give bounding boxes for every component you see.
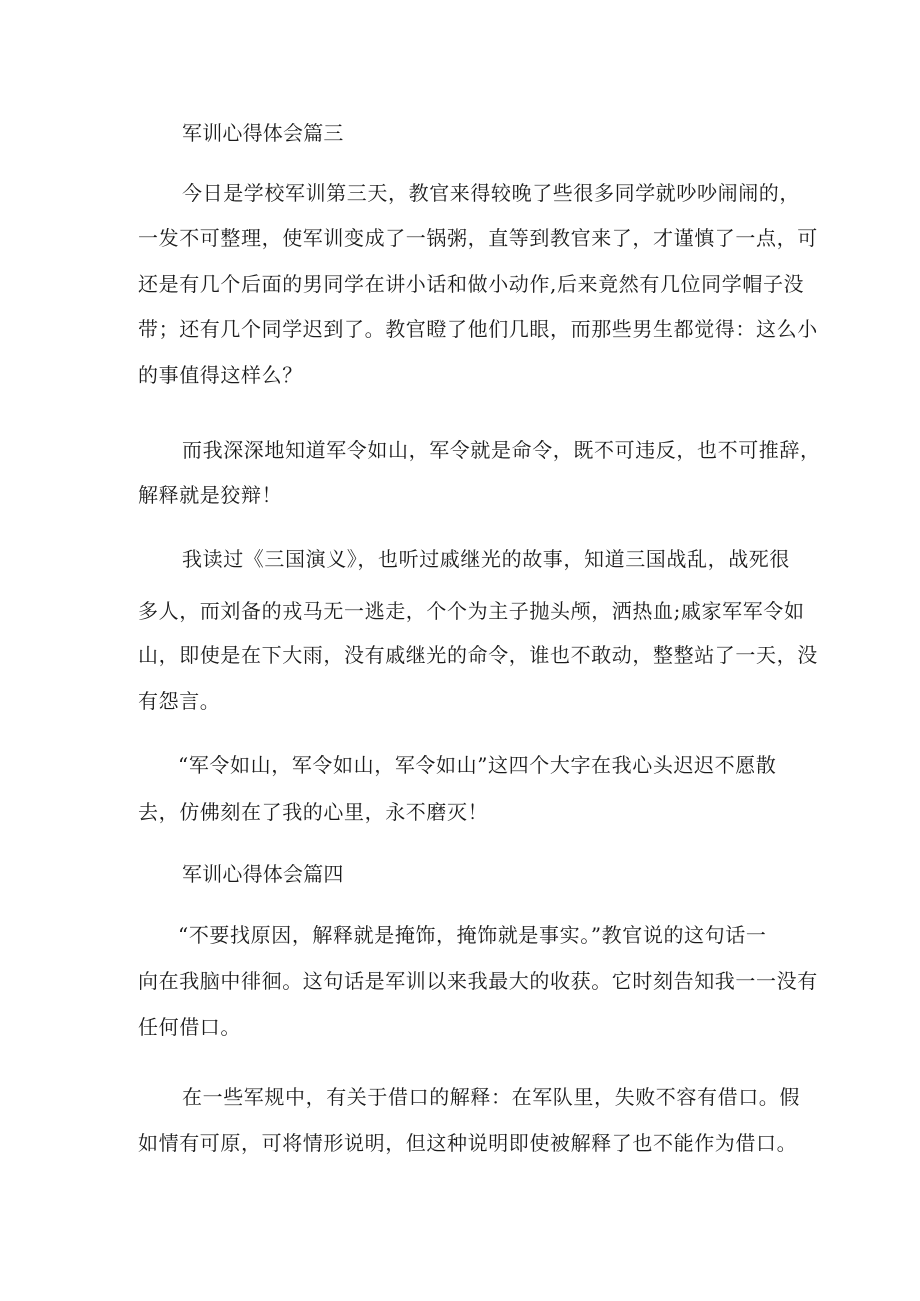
paragraph-line: 还是有几个后面的男同学在讲小话和做小动作,后来竟然有几位同学帽子没 xyxy=(138,272,805,296)
paragraph-line: 的事值得这样么？ xyxy=(138,363,303,387)
paragraph-line: 任何借口。 xyxy=(138,1015,241,1039)
paragraph-line: “不要找原因，解释就是掩饰，掩饰就是事实。”教官说的这句话一 xyxy=(178,923,767,947)
paragraph-line: 在一些军规中，有关于借口的解释：在军队里，失败不容有借口。假 xyxy=(182,1085,800,1109)
paragraph-line: 多人，而刘备的戎马无一逃走，个个为主子抛头颅，洒热血;戚家军军令如 xyxy=(138,599,805,623)
paragraph-line: 山，即使是在下大雨，没有戚继光的命令，谁也不敢动，整整站了一天，没 xyxy=(138,643,818,667)
paragraph-line: 向在我脑中徘徊。这句话是军训以来我最大的收获。它时刻告知我一一没有 xyxy=(138,969,818,993)
paragraph-line: “军令如山，军令如山，军令如山”这四个大字在我心头迟迟不愿散 xyxy=(178,753,777,777)
paragraph-line: 今日是学校军训第三天，教官来得较晚了些很多同学就吵吵闹闹的， xyxy=(182,181,800,205)
paragraph-line: 去，仿佛刻在了我的心里，永不磨灭！ xyxy=(138,800,489,824)
paragraph-line: 如情有可原，可将情形说明，但这种说明即使被解释了也不能作为借口。 xyxy=(138,1131,798,1155)
paragraph-line: 解释就是狡辩！ xyxy=(138,483,283,507)
paragraph-line: 带；还有几个同学迟到了。教官瞪了他们几眼，而那些男生都觉得：这么小 xyxy=(138,317,818,341)
paragraph-line: 我读过《三国演义》，也听过戚继光的故事，知道三国战乱，战死很 xyxy=(182,547,790,571)
paragraph-line: 一发不可整理，使军训变成了一锅粥，直等到教官来了，才谨慎了一点，可 xyxy=(138,226,818,250)
paragraph-line: 而我深深地知道军令如山，军令就是命令，既不可违反，也不可推辞， xyxy=(182,438,821,462)
paragraph-line: 有怨言。 xyxy=(138,689,221,713)
section-heading-3: 军训心得体会篇三 xyxy=(182,121,344,145)
section-heading-4: 军训心得体会篇四 xyxy=(182,862,344,886)
